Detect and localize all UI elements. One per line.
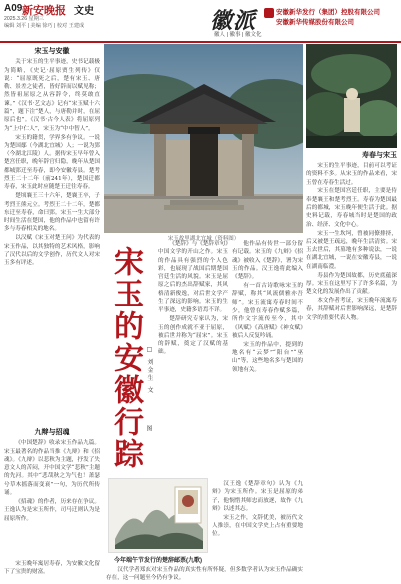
paragraph: 宋玉一生坎坷，曾被同僚排挤，后又被楚王疏远，晚年生活清贫。宋玉去世后，其墓地有多种说法，一说在湖北宜城，一说在安徽寿县，一说在湖南临澧。	[306, 230, 397, 270]
paragraph: 《招魂》的作者，历来存在争议。王逸认为是宋玉所作，司马迁则认为是屈原所作。	[4, 498, 100, 522]
sponsor-name-1: 安徽新华发行（集团）控股有限公司	[276, 9, 380, 16]
subheading-jiu-bian: 九辩与招魂	[34, 427, 70, 436]
paragraph: 《中国楚辞》收录宋玉作品九篇。宋玉最著名的作品当推《九辩》和《招魂》。《九辩》以悲秋为主题，抒发了失意文人的苦闷，开中国文学“悲秋”主题的先河。其中“悲哉秋之为气也！萧瑟兮草木摇落而变衰”一句，为历代所传诵。	[4, 440, 100, 497]
article-column-left-lower	[4, 426, 100, 558]
sponsor-logo-icon	[264, 8, 274, 18]
header-editors: 编辑 刘平 | 美编 徐巧 | 校对 王建成	[4, 23, 85, 29]
paragraph: 关于宋玉的生平事迹，史书记载极为简略，《史记·屈原贾生列传》仅说：“屈原既死之后，楚有宋玉、唐勒、景差之徒者，皆好辞而以赋见称；然皆祖屈原之从容辞令，终莫敢直谏。”《汉书·艺文志》记有“宋玉赋十六篇”，题下注“楚人，与唐勒并时，在屈原后也”。《汉书·古今人表》将屈原列为“上中仁人”，宋玉为“中中智人”。	[4, 59, 100, 132]
page-number: A09	[4, 3, 23, 14]
article-column-lower-right	[212, 480, 303, 578]
paragraph: 楚顷襄王三十六年，楚襄王卒，子考烈王熊元立。考烈王二十二年，楚都东迁至寿春，命曰郢。宋玉一生大部分时间生活在楚国，他的作品中也留有许多与寿春相关的地名。	[4, 193, 100, 233]
page-header	[0, 0, 401, 42]
paragraph: 他作品有传世一部分留有记载。宋玉的《九辩》《招魂》被收入《楚辞》，署为宋玉的作品。汉王逸将此编入《楚辞》。	[232, 241, 303, 281]
header-divider	[0, 41, 401, 43]
paragraph: 楚辞研究专家认为，宋玉的创作成就不亚于屈原，被后世并称为“屈宋”。宋玉的辞赋，奠定了汉赋的基础。	[158, 316, 228, 356]
column-brand-subtitle: 徽人 | 徽事 | 徽文化	[214, 32, 262, 38]
article-byline: □ 刘金生 文	[146, 346, 153, 395]
paragraph: 寿县作为楚国故都，历史底蕴深厚。宋玉在这里写下了许多名篇，为楚文化的发展作出了贡献。	[306, 272, 397, 296]
column-brand: 徽派	[210, 8, 257, 34]
paragraph: 《楚辞》与《楚辞章句》中国文学的开山之作。宋玉的作品具有强烈的个人色彩，也展现了战国后期楚国宫廷生活的风貌。宋玉是屈原之后的杰出辞赋家，其风格清新俊逸，对后世文学产生了深远的影响。宋玉的生平事迹，史籍多语焉不详。	[158, 241, 228, 314]
newspaper-name: 新安晚报	[22, 4, 66, 17]
header-meta	[4, 16, 154, 30]
paragraph: 宋玉的生平事迹，目前可以考证的资料不多。从宋玉的作品来看，宋玉曾在寿春生活过。	[306, 163, 397, 186]
paragraph: 有一首古诗歌咏宋玉的辞赋，称其“风流儒雅亦吾师”。宋玉流寓寿春时间不少，他曾在寿春作赋多篇，所作文字流传至今，其中《风赋》《高唐赋》《神女赋》被后人反复吟诵。	[232, 283, 303, 339]
article-column-left	[4, 45, 100, 425]
article-column-mid-2	[232, 240, 303, 478]
header-date: 2025.3.26 星期三	[4, 16, 45, 22]
hero-photo-caption: 宋玉故里湖北宜城（资料图）	[167, 236, 240, 242]
paragraph: 宋玉晚年寓居寿春，为安徽文化留下了宝贵的财富。	[4, 561, 100, 576]
sponsor-name-2: 安徽新华传媒股份有限公司	[276, 19, 354, 26]
right-photo-painting	[306, 44, 397, 148]
paragraph: 以汉赋《宋玉对楚王问》为代表的宋玉作品，以其独特的艺术风格，影响了汉代以后的文学创作，历代文人对宋玉多有评述。	[4, 235, 100, 267]
subheading-song-yu-anhui: 宋玉与安徽	[34, 46, 70, 55]
paragraph: 宋玉的籍贯，学界多有争议。一说为楚国鄢（今湖北宜城）人；一说为郢（今湖北江陵）人。据传宋玉早年曾入楚宫任职，晚年辞官归隐，晚年从楚国都城郢迁至寿春，即今安徽寿县。楚考烈王二十二年（前241年），楚国迁都寿春，宋玉此时应随楚王迁往寿春。	[4, 134, 100, 191]
article-column-left-tail	[4, 560, 100, 580]
article-byline-suffix: 图	[145, 425, 151, 431]
section-name: 文史	[74, 6, 94, 17]
paragraph: 本文作者考证，宋玉晚年流寓寿春，其辞赋对后世影响深远，是楚辞文学的重要代表人物。	[306, 298, 397, 321]
paragraph: 宋玉之作，文辞优美，被历代文人推崇，在中国文学史上占有重要地位。	[212, 514, 303, 538]
article-column-right	[306, 162, 397, 578]
stamp-photo	[108, 478, 208, 553]
article-column-bottom	[106, 566, 303, 582]
paragraph: 宋玉在楚国宫廷任职，主要是侍奉楚襄王和楚考烈王。寿春为楚国最后的都城，宋玉晚年便生活于此。据史料记载，寿春城当时是楚国的政治、经济、文化中心。	[306, 188, 397, 228]
stamp-photo-caption: 今年端午节发行的楚辞邮票(九歌)	[114, 558, 202, 564]
paragraph: 宋玉的作品中，提到的地名有“云梦”“阳台”“巫山”等，这些地名多与楚国的领地有关。	[232, 341, 303, 373]
right-photo-caption: 寿春与宋玉	[362, 150, 397, 159]
paragraph: 汉代学者郑玄对宋玉作品的真实性有所怀疑，但多数学者认为宋玉作品确实存在，这一问题至今仍有争议。	[106, 567, 303, 582]
article-headline: 宋玉的安徽行踪	[108, 246, 143, 470]
hero-photo-gate	[104, 44, 303, 233]
paragraph: 汉王逸《楚辞章句》认为《九辩》为宋玉所作。宋玉是屈原的弟子，他悯惜其师忠而放逐，故作《九辩》以述其志。	[212, 481, 303, 512]
article-column-mid-1	[158, 240, 228, 478]
